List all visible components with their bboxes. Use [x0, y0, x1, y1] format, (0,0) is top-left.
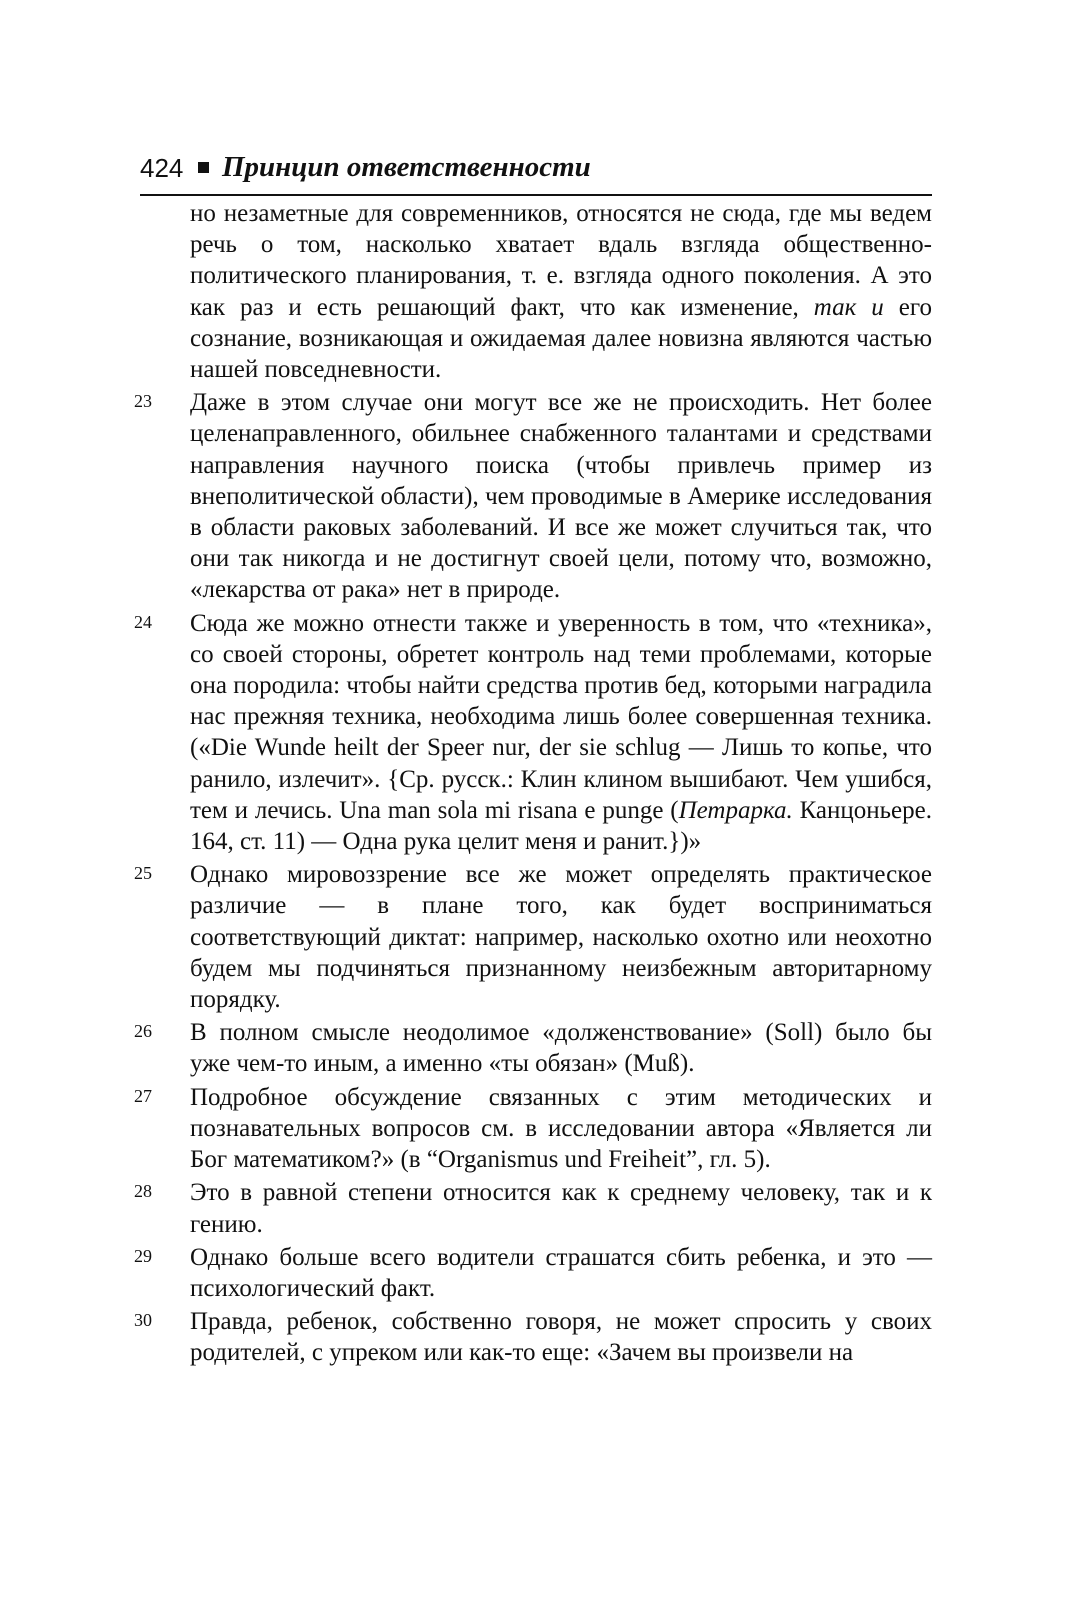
- note-text-part: его сознание, возникающая и ожидаемая далее новизна являются частью нашей повседневности.: [190, 293, 932, 384]
- note-23: [128, 387, 932, 605]
- note-25: [128, 859, 932, 1015]
- note-text-part: Сюда же можно отнести также и уверенность в том, что «техника», со своей стороны, обретет контроль над теми проблемами, которые она породила: чтобы найти средства против бед, которыми наградила нас прежняя техника, необходима лишь более совершенная техника. («Die Wunde heilt der Speer nur, der sie schlug — Лишь то копье, что ранило, излечит». {Ср. русск.: Клин клином вышибают. Чем ушибся, тем и лечись. Una man sola mi risana e punge (: [190, 609, 932, 824]
- note-text-part: Канцоньере. 164, ст. 11) — Одна рука целит меня и ранит.})»: [190, 796, 932, 856]
- note-number: 24: [134, 611, 152, 632]
- note-number: 26: [134, 1021, 152, 1042]
- note-continuation-text: [190, 198, 932, 385]
- running-title: Принцип ответственности: [222, 151, 591, 183]
- note-26: [128, 1017, 932, 1079]
- note-text: Даже в этом случае они могут все же не происходить. Нет более целенаправленного, обильнее снабженного талантами и средствами направления научного поиска (чтобы привлечь пример из внеполитической области), чем проводимые в Америке исследования в области раковых заболеваний. И все же может случиться так, что они так никогда и не достигнут своей цели, потому что, возможно, «лекарства от рака» нет в природе.: [190, 389, 932, 604]
- note-number: 29: [134, 1245, 152, 1266]
- page-number: 424: [140, 153, 184, 183]
- note-text: Однако мировоззрение все же может определять практическое различие — в плане того, как будет восприниматься соответствующий диктат: например, насколько охотно или неохотно будем мы подчиняться признанному неизбежным авторитарному порядку.: [190, 861, 932, 1014]
- note-italic-text: так и: [813, 293, 884, 321]
- note-29: [128, 1242, 932, 1304]
- note-text: Подробное обсуждение связанных с этим методических и познавательных вопросов см. в исследовании автора «Является ли Бог математиком?» (в “Organismus und Freiheit”, гл. 5).: [190, 1083, 932, 1174]
- note-text: Однако больше всего водители страшатся сбить ребенка, и это — психологический факт.: [190, 1243, 932, 1302]
- header-bullet: [198, 162, 209, 173]
- note-continuation: [128, 198, 932, 385]
- note-text: Это в равной степени относится как к среднему человеку, так и к гению.: [190, 1179, 932, 1238]
- note-24: [128, 608, 932, 858]
- note-text: Правда, ребенок, собственно говоря, не может спросить у своих родителей, с упреком или как-то еще: «Зачем вы произвели на: [190, 1308, 932, 1367]
- note-number: 28: [134, 1181, 152, 1202]
- note-27: [128, 1082, 932, 1176]
- note-28: [128, 1177, 932, 1239]
- note-number: 30: [134, 1310, 152, 1331]
- running-header: [140, 148, 932, 196]
- note-number: 25: [134, 863, 152, 884]
- note-text: [190, 608, 932, 858]
- endnotes: [128, 198, 932, 1371]
- note-number: 27: [134, 1085, 152, 1106]
- note-italic-text: Петрарка.: [678, 796, 793, 824]
- note-number: 23: [134, 391, 152, 412]
- note-text-part: но незаметные для современников, относятся не сюда, где мы ведем речь о том, насколько хватает вдаль взгляда общественно-политического планирования, т. е. взгляда одного поколения. А это как раз и есть решающий факт, что как изменение,: [190, 200, 932, 321]
- note-30: [128, 1306, 932, 1368]
- note-text: В полном смысле неодолимое «долженствование» (Soll) было бы уже чем-то иным, а именно «ты обязан» (Muß).: [190, 1019, 932, 1078]
